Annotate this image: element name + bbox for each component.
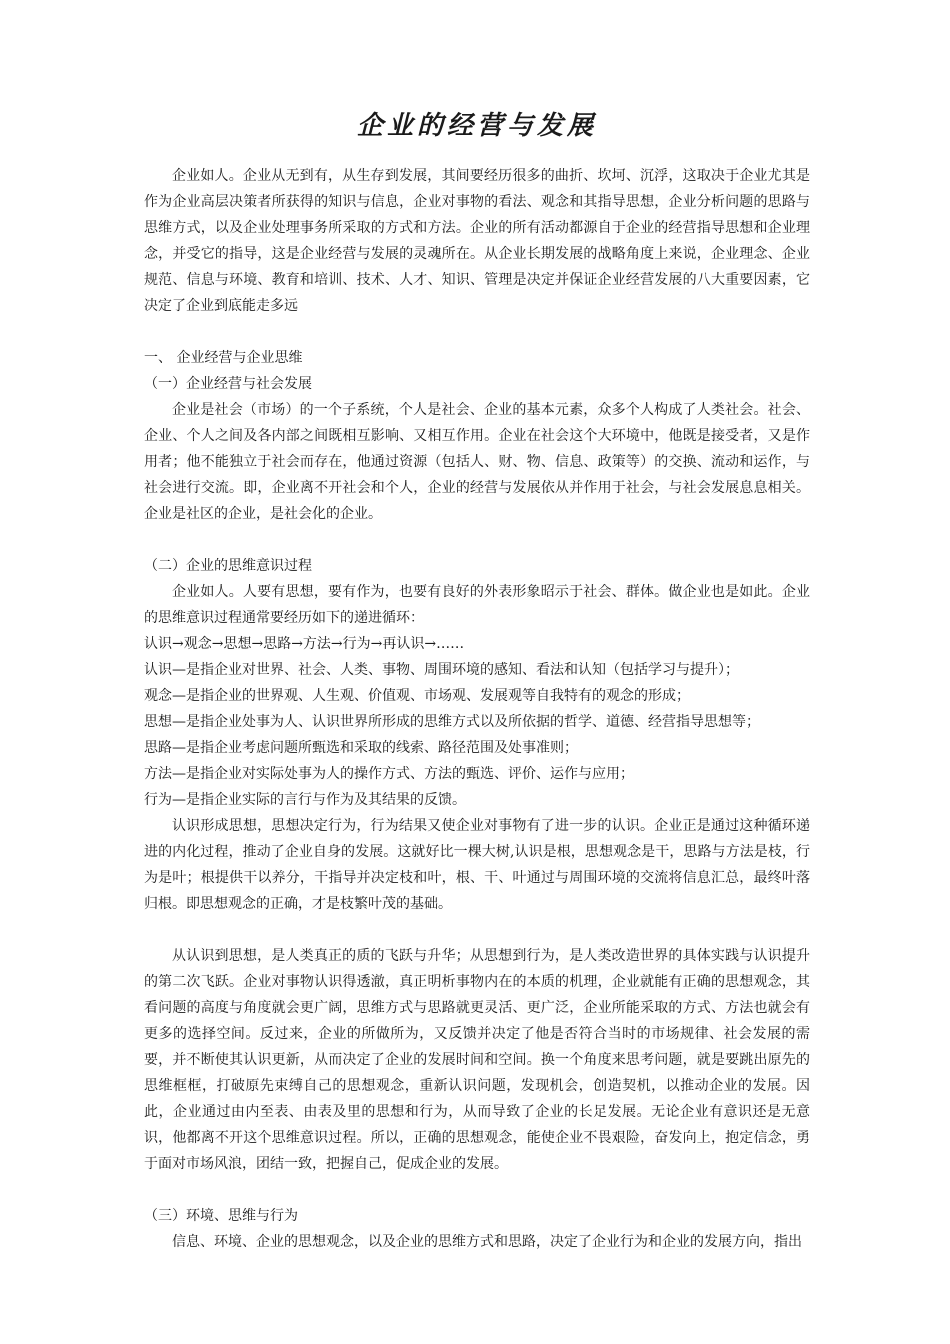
document-body [144, 163, 810, 1255]
spacer [144, 527, 810, 553]
spacer [144, 319, 810, 345]
intro-paragraph: 企业如人。企业从无到有，从生存到发展，其间要经历很多的曲折、坎坷、沉浮，这取决于企业尤其是作为企业高层决策者所获得的知识与信息，企业对事物的看法、观念和其指导思想，企业分析问题的思路与思维方式，以及企业处理事务所采取的方式和方法。企业的所有活动都源自于企业的经营指导思想和企业理念，并受它的指导，这是企业经营与发展的灵魂所在。从企业长期发展的战略角度上来说，企业理念、企业规范、信息与环境、教育和培训、技术、人才、知识、管理是决定并保证企业经营发展的八大重要因素，它决定了企业到底能走多远 [144, 168, 810, 314]
spacer [144, 1177, 810, 1203]
definition-line: 思路—是指企业考虑问题所甄选和采取的线索、路径范围及处事准则； [144, 740, 578, 756]
cycle-line: 认识→观念→思想→思路→方法→行为→再认识→…… [144, 636, 465, 652]
paragraph: 企业是社会（市场）的一个子系统，个人是社会、企业的基本元素，众多个人构成了人类社会。社会、企业、个人之间及各内部之间既相互影响、又相互作用。企业在社会这个大环境中，他既是接受者，又是作用者；他不能独立于社会而存在，他通过资源（包括人、财、物、信息、政策等）的交换、流动和运作，与社会进行交流。即，企业离不开社会和个人，企业的经营与发展依从并作用于社会，与社会发展息息相关。企业是社区的企业，是社会化的企业。 [144, 402, 810, 522]
definition-line: 行为—是指企业实际的言行与作为及其结果的反馈。 [144, 792, 466, 808]
subsection-heading: （一）企业经营与社会发展 [144, 376, 312, 392]
definition-line: 认识—是指企业对世界、社会、人类、事物、周围环境的感知、看法和认知（包括学习与提升）； [144, 662, 739, 678]
paragraph: 企业如人。人要有思想，要有作为，也要有良好的外表形象昭示于社会、群体。做企业也是如此。企业的思维意识过程通常要经历如下的递进循环： [144, 584, 810, 626]
paragraph: 信息、环境、企业的思想观念，以及企业的思维方式和思路，决定了企业行为和企业的发展方向，指出 [172, 1234, 802, 1250]
paragraph: 从认识到思想，是人类真正的质的飞跃与升华；从思想到行为，是人类改造世界的具体实践与认识提升的第二次飞跃。企业对事物认识得透澈，真正明析事物内在的本质的机理，企业就能有正确的思想观念，其看问题的高度与角度就会更广阔，思维方式与思路就更灵活、更广泛，企业所能采取的方式、方法也就会有更多的选择空间。反过来，企业的所做所为，又反馈并决定了他是否符合当时的市场规律、社会发展的需要，并不断使其认识更新，从而决定了企业的发展时间和空间。换一个角度来思考问题，就是要跳出原先的思维框框，打破原先束缚自己的思想观念，重新认识问题，发现机会，创造契机，以推动企业的发展。因此，企业通过由内至表、由表及里的思想和行为，从而导致了企业的长足发展。无论企业有意识还是无意识，他都离不开这个思维意识过程。所以，正确的思想观念，能使企业不畏艰险，奋发向上，抱定信念，勇于面对市场风浪，团结一致，把握自己，促成企业的发展。 [144, 948, 810, 1172]
definition-line: 思想—是指企业处事为人、认识世界所形成的思维方式以及所依据的哲学、道德、经营指导思想等； [144, 714, 760, 730]
subsection-heading: （三）环境、思维与行为 [144, 1208, 298, 1224]
subsection-heading: （二）企业的思维意识过程 [144, 558, 312, 574]
definition-line: 方法—是指企业对实际处事为人的操作方式、方法的甄选、评价、运作与应用； [144, 766, 634, 782]
paragraph: 认识形成思想，思想决定行为，行为结果又使企业对事物有了进一步的认识。企业正是通过这种循环递进的内化过程，推动了企业自身的发展。这就好比一棵大树,认识是根，思想观念是干，思路与方法是枝，行为是叶；根提供干以养分，干指导并决定枝和叶，根、干、叶通过与周围环境的交流将信息汇总，最终叶落归根。即思想观念的正确，才是枝繁叶茂的基础。 [144, 818, 810, 912]
definition-line: 观念—是指企业的世界观、人生观、价值观、市场观、发展观等自我特有的观念的形成； [144, 688, 690, 704]
document-title: 企业的经营与发展 [356, 111, 597, 141]
section-heading: 一、 企业经营与企业思维 [144, 350, 303, 366]
spacer [144, 917, 810, 943]
